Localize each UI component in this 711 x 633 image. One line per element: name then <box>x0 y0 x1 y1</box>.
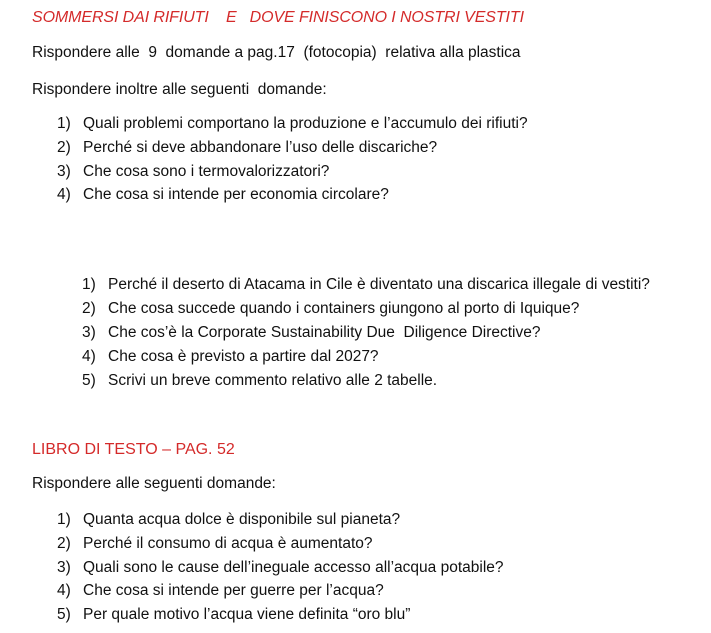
item-number: 4) <box>57 582 71 599</box>
item-text: Che cosa sono i termovalorizzatori? <box>83 163 330 180</box>
item-text: Quali problemi comportano la produzione e l’accumulo dei rifiuti? <box>83 115 528 132</box>
list-item <box>57 511 400 529</box>
list-item <box>57 606 410 624</box>
item-text: Quanta acqua dolce è disponibile sul pianeta? <box>83 511 401 528</box>
page-title: SOMMERSI DAI RIFIUTI E DOVE FINISCONO I NOSTRI VESTITI <box>32 9 524 26</box>
item-number: 1) <box>57 115 71 132</box>
item-number: 4) <box>57 186 71 203</box>
item-text: Perché il deserto di Atacama in Cile è diventato una discarica illegale di vestiti? <box>108 276 650 293</box>
list-item <box>82 276 650 294</box>
item-number: 2) <box>57 139 71 156</box>
list-item <box>57 559 504 577</box>
list-item <box>57 115 528 133</box>
item-number: 2) <box>57 535 71 552</box>
intro-line-1: Rispondere alle 9 domande a pag.17 (fotocopia) relativa alla plastica <box>32 44 521 61</box>
item-number: 3) <box>82 324 96 341</box>
list-item <box>82 300 579 318</box>
item-text: Che cos’è la Corporate Sustainability Due Diligence Directive? <box>108 324 541 341</box>
item-number: 4) <box>82 348 96 365</box>
item-text: Che cosa è previsto a partire dal 2027? <box>108 348 379 365</box>
item-number: 1) <box>57 511 71 528</box>
list-item <box>57 163 329 181</box>
item-text: Perché il consumo di acqua è aumentato? <box>83 535 373 552</box>
item-text: Quali sono le cause dell’ineguale accesso all’acqua potabile? <box>83 559 504 576</box>
item-text: Perché si deve abbandonare l’uso delle discariche? <box>83 139 438 156</box>
item-text: Che cosa si intende per economia circolare? <box>83 186 389 203</box>
list-item <box>57 186 389 204</box>
item-number: 2) <box>82 300 96 317</box>
list-item <box>82 348 379 366</box>
item-text: Che cosa si intende per guerre per l’acqua? <box>83 582 384 599</box>
list-item <box>82 372 437 390</box>
textbook-instruction: Rispondere alle seguenti domande: <box>32 475 276 492</box>
list-item <box>57 535 373 553</box>
item-number: 1) <box>82 276 96 293</box>
textbook-heading: LIBRO DI TESTO – PAG. 52 <box>32 441 235 458</box>
item-text: Scrivi un breve commento relativo alle 2 tabelle. <box>108 372 438 389</box>
list-item <box>57 139 437 157</box>
item-number: 3) <box>57 163 71 180</box>
item-number: 5) <box>57 606 71 623</box>
item-number: 3) <box>57 559 71 576</box>
list-item <box>57 582 384 600</box>
intro-line-2: Rispondere inoltre alle seguenti domande: <box>32 81 327 98</box>
item-text: Che cosa succede quando i containers giungono al porto di Iquique? <box>108 300 580 317</box>
list-item <box>82 324 541 342</box>
item-number: 5) <box>82 372 96 389</box>
item-text: Per quale motivo l’acqua viene definita “oro blu” <box>83 606 411 623</box>
